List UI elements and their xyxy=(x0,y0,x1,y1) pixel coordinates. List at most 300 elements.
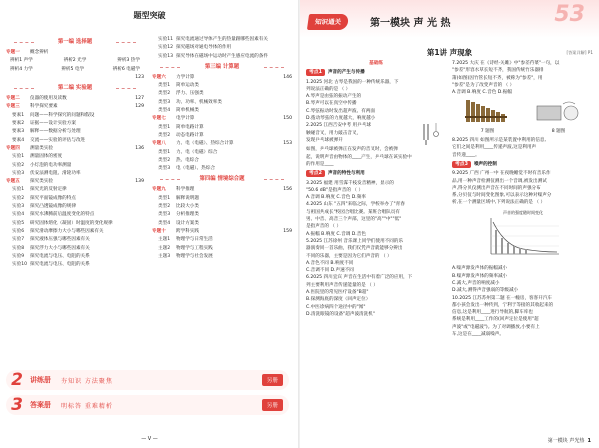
toc-page xyxy=(130,162,144,170)
page-footer xyxy=(548,437,591,444)
toc-page: 153 xyxy=(283,141,292,147)
toc-label: 类型3 xyxy=(158,166,171,172)
toc-entry: 解释说明题 xyxy=(176,195,199,201)
toc-page xyxy=(278,36,292,44)
toc-label: 专题五 xyxy=(6,179,20,185)
banner-number: 3 xyxy=(11,395,23,415)
toc-page: 136 xyxy=(135,145,144,151)
toc-label: 实验5 xyxy=(12,220,25,226)
toc-row xyxy=(152,149,292,157)
toc-grid-item: 辨析6 电磁学 xyxy=(112,66,140,72)
toc-entry: 力、电（电磁）综合 xyxy=(176,149,218,155)
question-line: 箫(如图)因竹管长短不齐，被称为"参差"，用 xyxy=(452,75,543,81)
banner-tagline: 明标答 重难精析 xyxy=(61,402,113,410)
toc-label: 实验11 xyxy=(158,37,174,42)
section-heading: 第二编 实验题 xyxy=(6,82,144,95)
toc-row xyxy=(152,82,292,90)
toc-label: 实验2 xyxy=(12,162,25,168)
toc-label: 类型3 xyxy=(158,212,171,218)
question-line: 都小孩会发出一种传到，宁利于等接的其收起来的 xyxy=(452,302,554,308)
question-line: 起，说明声音由物体的____产生，乒乓球在该实验中 xyxy=(306,154,412,160)
toc-row xyxy=(152,195,292,203)
toc-page: 156 xyxy=(283,187,292,193)
toc-entry: 物理学与工程实践 xyxy=(176,245,213,251)
question-line: A.音色不同 B.响度不同 xyxy=(306,260,354,266)
toc-entry: 探究水沸腾前后温度变化的特点 xyxy=(30,212,95,218)
toc-row xyxy=(152,115,292,123)
toc-row xyxy=(6,49,144,57)
toc-page xyxy=(130,153,144,161)
toc-label: 主题1 xyxy=(158,237,171,243)
toc-row xyxy=(6,245,144,253)
toc-label: 类型1 xyxy=(158,149,171,155)
toc-row xyxy=(6,162,144,170)
toc-row xyxy=(152,203,292,211)
toc-label: 专题六 xyxy=(152,74,166,80)
toc-row xyxy=(152,99,292,107)
toc-entry: 测量类实验 xyxy=(30,145,53,151)
toc-label: 实验2 xyxy=(12,195,25,201)
toc-column-left xyxy=(6,36,144,269)
toc-page xyxy=(130,120,144,128)
toc-page xyxy=(130,137,144,145)
toc-label: 实验12 xyxy=(158,45,174,51)
question-line: 它们之间是利用____传递声波,这是利用声 xyxy=(452,145,537,151)
toc-entry: 交流——实验的评估与改进 xyxy=(30,137,86,143)
question-line: 不同的乐器，主要是因为它们声音的 （ ） xyxy=(306,253,392,259)
toc-label: 类型2 xyxy=(158,132,171,138)
toc-page xyxy=(130,211,144,219)
toc-entry: 力学计算 xyxy=(176,74,195,80)
section-heading: 第四编 情境综合题 xyxy=(152,173,292,186)
toc-entry: 探究浮力大小与哪些因素有关 xyxy=(30,245,90,251)
question-line: "参差"是为了改变声音的 （ ） xyxy=(452,82,515,88)
tuning-fork-figure xyxy=(416,122,446,146)
practice-heading: 基础练 xyxy=(369,61,383,66)
question-line: 与祖国共成长"校园合唱比赛。某班合唱队员有 xyxy=(306,209,400,215)
toc-grid-row xyxy=(6,57,144,65)
toc-entry: 比较大小类 xyxy=(176,204,199,210)
toc-page xyxy=(278,82,292,90)
toc-page: 159 xyxy=(283,228,292,234)
toc-entry: 设计方案类 xyxy=(176,220,199,226)
toc-label: 类型1 xyxy=(158,124,171,130)
toc-label: 要素2 xyxy=(12,121,25,127)
question-line: B.琴声可以在真空中传播 xyxy=(306,101,357,107)
toc-label: 实验3 xyxy=(12,204,25,210)
toc-page xyxy=(278,165,292,173)
toc-grid-item: 辨析1 声学 xyxy=(10,58,33,64)
toc-row xyxy=(6,137,144,145)
question-2 xyxy=(306,122,416,146)
toc-row xyxy=(6,74,144,82)
toc-entry: 探究光的反射定律 xyxy=(30,187,67,193)
toc-label: 实验8 xyxy=(12,245,25,251)
toc-label: 实验4 xyxy=(12,212,25,218)
toc-label: 类型3 xyxy=(158,99,171,105)
toc-row xyxy=(6,220,144,228)
question-1 xyxy=(306,79,446,123)
toc-page xyxy=(278,245,292,253)
question-line: B.噪声源发声体的频率减小 xyxy=(452,273,508,279)
banner-title: 答案册 xyxy=(30,401,51,409)
topic-badge: 考点2 xyxy=(306,170,325,177)
question-line: 系,分贝仪与时间变化图象,可以表示这种对噪声分 xyxy=(452,193,552,199)
question-line: "50.6 dB"是指声音的 （ ） xyxy=(306,187,364,193)
toc-entry: 简单运动类 xyxy=(176,83,199,89)
question-8 xyxy=(452,137,594,159)
toc-label: 主题3 xyxy=(158,253,171,259)
toc-row xyxy=(6,253,144,261)
toc-entry: 伏安法测电阻、滑轮功率 xyxy=(30,170,81,176)
toc-label: 专题八 xyxy=(152,141,166,147)
section-heading: 第一编 选择题 xyxy=(6,36,144,49)
toc-row xyxy=(152,211,292,219)
toc-row xyxy=(152,90,292,98)
brand-logo: 53 xyxy=(554,2,585,27)
toc-row xyxy=(152,53,292,61)
toc-label: 类型2 xyxy=(158,157,171,163)
question-line: D.减大,测得声音强弱的等级减小 xyxy=(452,288,519,294)
toc-row xyxy=(152,132,292,140)
question-2-text xyxy=(306,146,446,168)
toc-entry: 功、功率、机械效率类 xyxy=(176,99,222,105)
toc-entry: 探究液体压强与哪些因素有关 xyxy=(30,237,90,243)
toc-row xyxy=(152,186,292,194)
topic-badge: 考点1 xyxy=(306,69,325,76)
toc-page xyxy=(278,149,292,157)
lecture-title: 第1讲 声现象 xyxy=(426,48,473,57)
toc-label: 专题一 xyxy=(6,50,20,55)
toc-label: 实验3 xyxy=(12,170,25,176)
toc-row xyxy=(152,107,292,115)
toc-entry: 动态电路计算 xyxy=(176,132,204,138)
banner-note: 另册 xyxy=(262,399,283,411)
toc-page xyxy=(278,53,292,61)
decay-chart xyxy=(483,216,563,260)
question-line: D.清洗眼镜的设备"超声波清洗机" xyxy=(306,311,375,317)
toc-entry: 问题——科学探究的问题和假设 xyxy=(30,112,95,118)
toc-row xyxy=(6,178,144,186)
toc-entry: 力、电（电磁）、热综合计算 xyxy=(176,141,234,147)
toc-row xyxy=(6,170,144,178)
toc-page: 150 xyxy=(283,116,292,122)
toc-entry: 简单电路计算 xyxy=(176,124,204,130)
toc-page xyxy=(130,203,144,211)
toc-entry: 概念辨析 xyxy=(30,50,49,55)
question-line: B.探测海底的深度（回声定位） xyxy=(306,297,371,303)
question-3 xyxy=(306,180,446,202)
section-tag: 知识通关 xyxy=(307,14,349,30)
question-line: 男、中音、高音三个声部，这里的"高""中""低" xyxy=(306,217,402,223)
toc-label: 类型4 xyxy=(158,108,171,114)
toc-row xyxy=(152,165,292,173)
toc-entry: 分析推理类 xyxy=(176,212,199,218)
topic-title: 声音的特性与利用 xyxy=(327,171,365,177)
toc-row xyxy=(6,236,144,244)
toc-entry: 跨学科实践 xyxy=(176,228,199,234)
toc-row xyxy=(6,228,144,236)
toc-page xyxy=(130,186,144,194)
question-9-options xyxy=(452,265,594,294)
book-banner-practice xyxy=(6,370,289,390)
toc-row xyxy=(6,211,144,219)
question-line: 车,这是在____减弱噪声。 xyxy=(452,332,504,338)
question-line: C.中医诊病四个途径中的"闻" xyxy=(306,304,366,310)
toc-page xyxy=(278,236,292,244)
question-line: C.琴弦振动时发出超声波、有两面 xyxy=(306,108,375,114)
toc-label: 专题七 xyxy=(152,116,166,122)
toc-label: 专题四 xyxy=(6,145,20,151)
question-line: 3.2025 福建 用雪霁千枝发音精神，显示的 xyxy=(306,180,394,186)
toc-label: 实验1 xyxy=(12,154,25,160)
question-line: C.音调不同 D.声速不同 xyxy=(306,268,354,274)
question-line: 2.2025 江西吉安中考 用乒乓球 xyxy=(306,123,371,129)
toc-page xyxy=(278,253,292,261)
toc-row xyxy=(152,74,292,82)
question-4 xyxy=(306,201,446,237)
toc-label: 实验9 xyxy=(12,253,25,259)
toc-row xyxy=(152,36,292,44)
toc-page: 129 xyxy=(135,104,144,110)
toc-page xyxy=(278,132,292,140)
toc-page xyxy=(278,211,292,219)
toc-page: 127 xyxy=(135,96,144,102)
toc-row xyxy=(152,124,292,132)
page-number: 1 xyxy=(587,438,591,444)
topic-header xyxy=(306,69,446,76)
toc-entry: 探究凸透镜成像的规律 xyxy=(30,204,76,210)
banner-note: 另册 xyxy=(262,374,283,386)
page-title: 题型突破 xyxy=(133,11,166,20)
toc-entry: 探究导体在磁场中运动时产生感应电流的条件 xyxy=(176,53,268,59)
toc-page xyxy=(278,124,292,132)
module-title: 第一模块 声 光 热 xyxy=(370,18,451,29)
toc-grid-item: 辨析5 电学 xyxy=(61,66,85,72)
toc-page: 146 xyxy=(283,74,292,80)
toc-label: 实验7 xyxy=(12,237,25,243)
toc-label: 类型1 xyxy=(158,83,171,89)
figure-caption: 7 题图 xyxy=(480,128,495,134)
toc-entry: 探究电流通过导体产生的热量跟哪些因素有关 xyxy=(176,37,268,42)
toc-label: 专题十 xyxy=(152,228,166,234)
toc-page xyxy=(278,107,292,115)
question-line: C.减大,声音的响度减小 xyxy=(452,280,500,286)
question-line: 的作用是____ xyxy=(306,161,334,167)
footer-module: 第一模块 声光热 xyxy=(547,438,585,444)
question-line: 列说法正确的是 （ ） xyxy=(306,86,351,92)
toc-grid-item: 辨析3 热学 xyxy=(117,58,140,64)
toc-grid-item: 辨析2 光学 xyxy=(63,58,87,64)
right-page xyxy=(300,0,599,448)
toc-entry: 电（电磁）、热综合 xyxy=(176,166,216,172)
toc-label: 类型4 xyxy=(158,220,171,226)
toc-column-right xyxy=(152,36,292,261)
toc-label: 要素3 xyxy=(12,129,25,135)
toc-label: 类型2 xyxy=(158,91,171,97)
toc-page xyxy=(130,170,144,178)
toc-page xyxy=(278,220,292,228)
toc-page xyxy=(278,44,292,52)
toc-row xyxy=(152,236,292,244)
book-banner-answers xyxy=(6,395,289,415)
toc-page xyxy=(130,49,144,57)
topic-title: 噪声的控制 xyxy=(473,161,497,167)
toc-entry: 科学推理 xyxy=(176,187,195,193)
toc-row xyxy=(6,195,144,203)
question-line: A.振幅 B.响度 C.音调 D.音色 xyxy=(306,231,366,237)
toc-page xyxy=(278,157,292,165)
question-line: A.琴声是由弦的振动产生的 xyxy=(306,94,362,100)
toc-page xyxy=(278,203,292,211)
toc-row xyxy=(6,186,144,194)
question-line: 器演奏同一首乐曲，我们仅凭声音就能够分辨出 xyxy=(306,246,403,252)
answer-reference: [答案详解] P1 xyxy=(566,50,593,55)
question-line: 9.2025 广西 广州一中 在夜晚睡觉不时有音乐作 xyxy=(452,171,551,177)
toc-entry: 物理学与日常生活 xyxy=(176,237,213,243)
toc-row xyxy=(6,145,144,153)
toc-entry: 探究滑动摩擦力大小与哪些因素有关 xyxy=(30,228,104,234)
question-line: 7.2025 大庆 在《诗经·关雎》中"参差荇菜"一句，以 xyxy=(452,61,560,66)
page-footer: — Ⅴ — xyxy=(141,436,158,442)
toc-page: 139 xyxy=(135,179,144,185)
chart-title: 声音的强度随时间变化 xyxy=(503,209,543,215)
toc-entry: 探究磁场对通电导体的作用 xyxy=(176,45,232,51)
toc-label: 实验13 xyxy=(158,53,174,59)
question-6 xyxy=(306,274,446,318)
toc-label: 实验6 xyxy=(12,228,25,234)
question-line: 4.2025 山东 "五四"来临之际，学校举办了"青春 xyxy=(306,202,405,208)
question-line: 5.2025 江苏徐州 音乐课上同学们使用不同的乐 xyxy=(306,238,404,244)
toc-row xyxy=(152,157,292,165)
question-line: A.音调 B.响度 C.音色 D.频率 xyxy=(306,195,366,201)
toc-row xyxy=(6,95,144,103)
question-5 xyxy=(306,238,446,274)
question-line: 10.2025 江苏苏州第二题 在一幢房，客客开汽车 xyxy=(452,295,553,301)
toc-row xyxy=(6,128,144,136)
toc-entry: 研究固体熔化（凝固）时温度的变化规律 xyxy=(30,220,113,226)
toc-entry: 热、电综合 xyxy=(176,157,199,163)
toc-row xyxy=(152,228,292,236)
question-line: A.音调 B.响度 C.音色 D.振幅 xyxy=(452,90,512,96)
question-line: 8.2025 四川 如图所示是某装置中利用的信息, xyxy=(452,138,546,144)
toc-label: 主题2 xyxy=(158,245,171,251)
question-line: 列主要利用声音传递能量的是 （ ） xyxy=(306,282,378,288)
toc-entry: 探究电流与电压、电阻的关系 xyxy=(30,262,90,268)
question-10 xyxy=(452,295,594,339)
toc-page: 123 xyxy=(135,74,144,80)
toc-row xyxy=(6,103,144,111)
question-line: 音传递____。 xyxy=(452,152,480,158)
topic-badge: 考点3 xyxy=(452,161,471,168)
toc-entry: 简单机械类 xyxy=(176,108,199,114)
toc-row xyxy=(6,112,144,120)
toc-entry: 探究平面镜成像的特点 xyxy=(30,195,76,201)
toc-grid-row xyxy=(6,66,144,74)
question-line: 声波"或"电磁波")。为了对调播放,小要有上 xyxy=(452,324,540,330)
toc-row xyxy=(6,203,144,211)
question-line: 系统是利用____工作的(回声定位是使用"超 xyxy=(452,317,539,323)
question-line: A.噪声源发声体的振幅减小 xyxy=(452,266,508,272)
question-column-left xyxy=(306,60,446,430)
question-line: 触碰音叉，用力敲击音叉， xyxy=(306,130,362,136)
banner-title: 讲练册 xyxy=(30,376,51,384)
question-line: A.医院里的常见医疗设备"B超" xyxy=(306,290,369,296)
toc-row xyxy=(152,245,292,253)
question-7 xyxy=(452,60,594,96)
toc-entry: 电学计算 xyxy=(176,116,195,122)
question-line: 析,在一个测量区域中,下列说法正确的是 （ ） xyxy=(452,200,546,206)
toc-label: 专题二 xyxy=(6,96,20,102)
toc-grid-item: 辨析4 力学 xyxy=(10,66,33,72)
question-line: "参差"形容水草长短不齐，我国传统竹乐器排 xyxy=(452,68,544,74)
toc-label: 专题九 xyxy=(152,187,166,193)
question-line: 如图，乒乓球被弹正在发声的音叉时，会被弹 xyxy=(306,147,398,153)
toc-entry: 浮力、压强类 xyxy=(176,91,204,97)
toc-label: 专题三 xyxy=(6,104,20,110)
banner-tagline: 夯知识 方法聚焦 xyxy=(61,377,113,385)
toc-row xyxy=(152,220,292,228)
toc-page xyxy=(278,90,292,98)
question-line: 1.2025 河北 古琴是我国的一种传统乐器，下 xyxy=(306,79,399,85)
toc-page xyxy=(130,112,144,120)
toc-entry: 证据——设计实验方案 xyxy=(30,121,76,127)
toc-entry: 小灯泡的电功率测量 xyxy=(30,162,72,168)
toc-page xyxy=(278,99,292,107)
toc-entry: 科学探究要素 xyxy=(30,104,58,110)
toc-page xyxy=(130,245,144,253)
topic-header xyxy=(452,161,594,168)
toc-page xyxy=(130,220,144,228)
question-line: 品,用一种声音检测仪测出一个音调,被发出测试 xyxy=(452,178,547,184)
toc-row xyxy=(6,153,144,161)
toc-entry: 探究电流与电压、电阻的关系 xyxy=(30,253,90,259)
toc-page xyxy=(130,195,144,203)
question-line: 是指声音的 （ ） xyxy=(306,224,342,230)
figure-caption: 8 题图 xyxy=(551,128,566,134)
section-heading: 第三编 计算题 xyxy=(152,61,292,74)
question-line: 发现乒乓球被弹开 xyxy=(306,137,343,143)
toc-entry: 物理学与社会发展 xyxy=(176,253,213,259)
toc-label: 要素4 xyxy=(12,137,25,143)
toc-label: 要素1 xyxy=(12,112,25,118)
toc-row xyxy=(152,140,292,148)
toc-page xyxy=(130,236,144,244)
question-line: D.拨动琴弦的力度越大，响度越小 xyxy=(306,116,376,122)
toc-page xyxy=(130,253,144,261)
topic-title: 声音的产生与传播 xyxy=(327,70,365,76)
toc-page xyxy=(130,128,144,136)
toc-page xyxy=(130,228,144,236)
question-9 xyxy=(452,170,594,206)
toc-label: 实验10 xyxy=(12,262,28,268)
toc-label: 类型2 xyxy=(158,204,171,210)
toc-entry: 解释——数据分析与处理 xyxy=(30,129,81,135)
toc-label: 类型1 xyxy=(158,195,171,201)
toc-row xyxy=(152,44,292,52)
toc-row xyxy=(6,120,144,128)
question-column-right xyxy=(452,60,594,430)
toc-entry: 仪器的使用及读数 xyxy=(30,96,67,102)
question-line: 声,得分贝仪测出声音在不同时间的声强分布 xyxy=(452,185,541,191)
toc-label: 实验1 xyxy=(12,187,25,193)
toc-row xyxy=(6,261,144,269)
toc-page xyxy=(278,195,292,203)
device-figure xyxy=(533,98,585,124)
toc-entry: 测量固体的密度 xyxy=(30,154,63,160)
toc-entry: 探究类实验 xyxy=(30,179,53,185)
question-line: 6.2025 四川宜宾 声音在生活中有着广泛的应用，下 xyxy=(306,275,413,281)
